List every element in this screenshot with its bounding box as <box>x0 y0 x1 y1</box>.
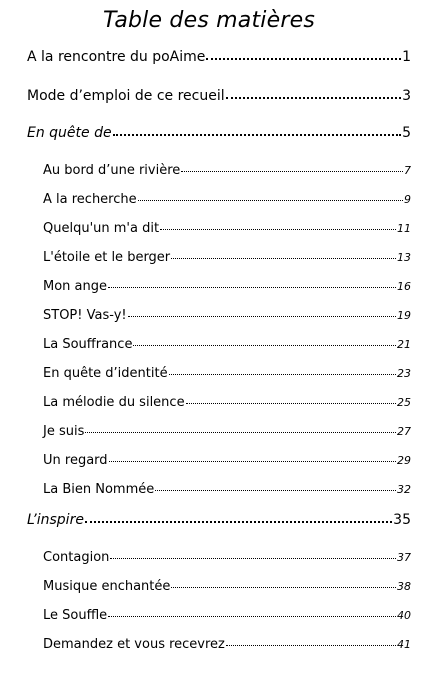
toc-entry-page: 16 <box>397 280 411 293</box>
dot-leader <box>85 521 392 523</box>
toc-entry-page: 40 <box>397 609 411 622</box>
dot-leader <box>206 58 401 60</box>
dot-leader <box>133 345 396 346</box>
dot-leader <box>108 616 396 617</box>
dot-leader <box>181 171 403 172</box>
toc-subentry[interactable] <box>43 482 411 497</box>
toc-entry-label: La Souffrance <box>43 337 133 352</box>
toc-entry-page: 7 <box>404 164 411 177</box>
toc-subentry[interactable] <box>43 395 411 410</box>
toc-subentry[interactable] <box>43 366 411 381</box>
dot-leader <box>171 258 396 259</box>
toc-entry-page: 38 <box>397 580 411 593</box>
toc-entry-page: 13 <box>397 251 411 264</box>
toc-entry-label: L'étoile et le berger <box>43 250 171 265</box>
toc-subentry[interactable] <box>43 579 411 594</box>
toc-entry-label: Un regard <box>43 453 108 468</box>
toc-entry-page: 1 <box>402 49 411 65</box>
toc-entry-label: Le Souffle <box>43 608 108 623</box>
dot-leader <box>226 97 401 99</box>
toc-entry-page: 3 <box>402 88 411 104</box>
toc-entry[interactable] <box>27 49 411 65</box>
dot-leader <box>110 558 396 559</box>
toc-entry-page: 35 <box>393 512 411 528</box>
dot-leader <box>113 134 401 136</box>
toc-entry-page: 41 <box>397 638 411 651</box>
toc-entry-page: 29 <box>397 454 411 467</box>
toc-entry-label: Mon ange <box>43 279 107 294</box>
toc-section-entry[interactable] <box>27 512 411 528</box>
toc-entry-page: 23 <box>397 367 411 380</box>
dot-leader <box>226 645 396 646</box>
toc-subentry[interactable] <box>43 453 411 468</box>
toc-subentry[interactable] <box>43 221 411 236</box>
toc-entry-label: L’inspire <box>27 512 84 528</box>
toc-entry-page: 32 <box>397 483 411 496</box>
toc-subentry[interactable] <box>43 424 411 439</box>
toc-section-entry[interactable] <box>27 125 411 141</box>
toc-subentry[interactable] <box>43 279 411 294</box>
toc-entry-page: 25 <box>397 396 411 409</box>
dot-leader <box>109 461 396 462</box>
toc-entry-page: 11 <box>397 222 411 235</box>
dot-leader <box>108 287 396 288</box>
toc-subentry[interactable] <box>43 250 411 265</box>
toc-subentry[interactable] <box>43 163 411 178</box>
toc-entry-label: Je suis <box>43 424 85 439</box>
toc-subentry[interactable] <box>43 550 411 565</box>
toc-entry-label: A la recherche <box>43 192 137 207</box>
toc-entry-label: Au bord d’une rivière <box>43 163 181 178</box>
dot-leader <box>85 432 396 433</box>
toc-entry-page: 27 <box>397 425 411 438</box>
dot-leader <box>138 200 403 201</box>
dot-leader <box>169 374 396 375</box>
toc-subentry[interactable] <box>43 337 411 352</box>
toc-subentry[interactable] <box>43 192 411 207</box>
dot-leader <box>155 490 396 491</box>
dot-leader <box>128 316 396 317</box>
toc-subentry[interactable] <box>43 608 411 623</box>
toc-entry-label: Mode d’emploi de ce recueil <box>27 88 225 104</box>
toc-title: Table des matières <box>103 8 315 33</box>
toc-entry-page: 19 <box>397 309 411 322</box>
toc-entry-label: Quelqu'un m'a dit <box>43 221 160 236</box>
toc-entry-page: 5 <box>402 125 411 141</box>
toc-entry-label: La Bien Nommée <box>43 482 155 497</box>
toc-entry-label: A la rencontre du poAime <box>27 49 206 65</box>
toc-entry-label: STOP! Vas-y! <box>43 308 127 323</box>
dot-leader <box>160 229 396 230</box>
toc-entry-label: Musique enchantée <box>43 579 171 594</box>
toc-entry-page: 37 <box>397 551 411 564</box>
toc-entry-page: 9 <box>404 193 411 206</box>
dot-leader <box>171 587 396 588</box>
toc-subentry[interactable] <box>43 637 411 652</box>
toc-entry-label: En quête d’identité <box>43 366 168 381</box>
toc-entry-label: Contagion <box>43 550 110 565</box>
toc-subentry[interactable] <box>43 308 411 323</box>
toc-entry-label: La mélodie du silence <box>43 395 185 410</box>
toc-entry-label: Demandez et vous recevrez <box>43 637 225 652</box>
toc-entry-page: 21 <box>397 338 411 351</box>
dot-leader <box>186 403 396 404</box>
toc-entry-label: En quête de <box>27 125 112 141</box>
toc-entry[interactable] <box>27 88 411 104</box>
